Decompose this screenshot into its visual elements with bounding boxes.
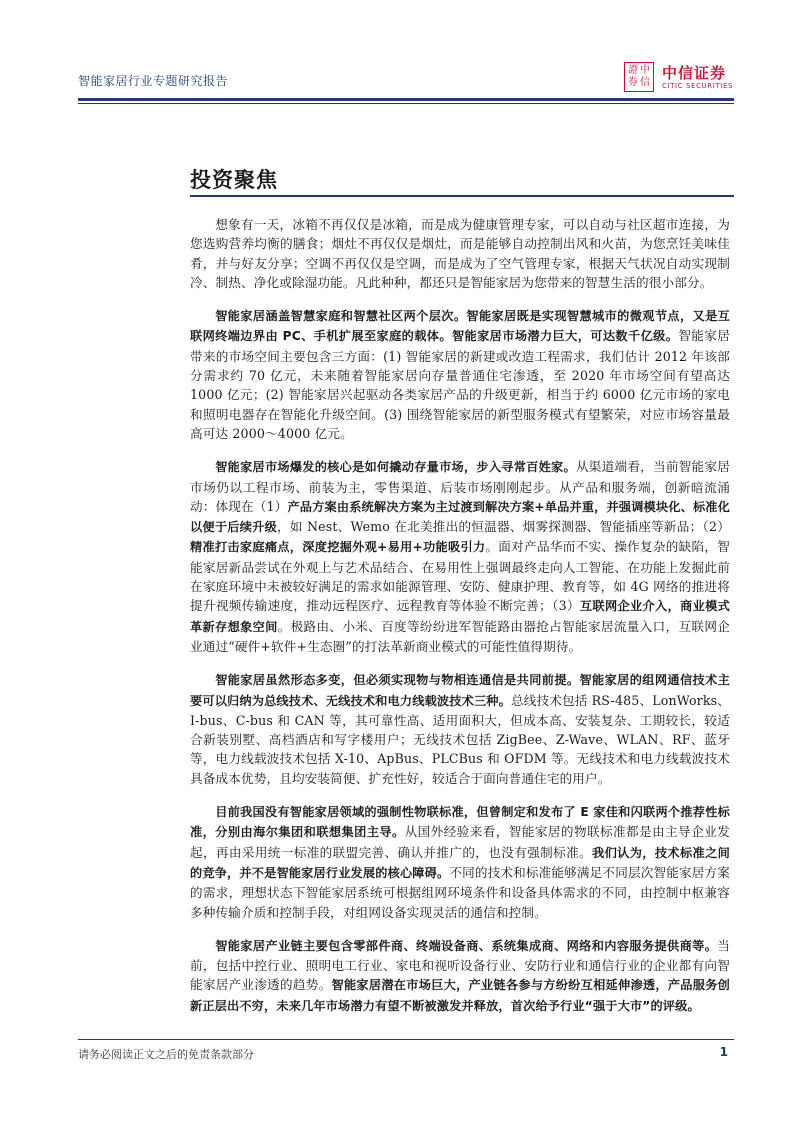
text-run: ，如 Nest、Wemo 在北美推出的恒温器、烟雾探测器、智能插座等新品；（2） — [277, 519, 730, 535]
bold-run: 智能家居产业链主要包含零部件商、终端设备商、系统集成商、网络和内容服务提供商等。 — [215, 938, 718, 953]
bold-run: 智能家居涵盖智慧家庭和智慧社区两个层次。智能家居既是实现智慧城市的微观节点，又是互联网终端边界由 PC、手机扩展至家庭的载体。智能家居市场潜力巨大，可达数千亿级。 — [190, 309, 730, 344]
paragraph-1 — [190, 215, 730, 292]
bold-run: 精准打击家庭痛点，深度挖掘外观+易用+功能吸引力 — [190, 540, 486, 555]
citic-seal-icon: 證 中 券 信 — [624, 62, 654, 92]
bold-run: 产品方案由系统解决方案为主过渡到解决方案+单品并重，并强调模块化、标准化以便于后续升级 — [190, 499, 730, 535]
section-title-divider — [190, 195, 734, 197]
bold-run: 目前我国没有智能家居领域的强制性物联标准，但曾制定和发布了 E 家佳和闪联两个推荐性标准，分别由海尔集团和联想集团主导。 — [190, 805, 730, 840]
text-run: 智能家居带来的市场空间主要包含三方面：(1) 智能家居的新建或改造工程需求，我们估计 2012 年该部分需求约 70 亿元，未来随着智能家居向存量普通住宅渗透，至 2020 年市场空间有望高达 1000 亿元；(2) 智能家居兴起驱动各类家居产品的升级更新，相当于约 6000 亿元市场的家电和照明电器存在智能化升级空间。(3) 围绕智能家居的新型服务模式有望繁荣，对应市场容量最高可达 2000～4000 亿元。 — [190, 328, 730, 441]
report-title: 智能家居行业专题研究报告 — [78, 74, 229, 88]
text-run: 从国外经验来看，智能家居的物联标准都是由主导企业发起，再由采用统一标准的联盟完善、确认并推广的，也没有强制标准。 — [190, 824, 730, 860]
header-divider-thin — [78, 103, 734, 104]
bold-run: 智能家居市场爆发的核心是如何撬动存量市场，步入寻常百姓家。 — [215, 460, 576, 475]
footer-divider — [78, 1039, 734, 1040]
section-title: 投资聚焦 — [190, 168, 278, 192]
text-run: 当前，包括中控行业、照明电工行业、家电和视听设备行业、安防行业和通信行业的企业都有向智能家居产业渗透的趋势。 — [190, 937, 730, 993]
text-run: 。极路由、小米、百度等纷纷进军智能路由器抢占智能家居流量入口，互联网企业通过“硬件+软件+生态圈”的打法革新商业模式的可能性值得期待。 — [190, 618, 731, 654]
paragraph-4 — [190, 670, 730, 788]
bold-run: 智能家居虽然形态多变，但必须实现物与物相连通信是共同前提。智能家居的组网通信技术主要可以归纳为总线技术、无线技术和电力线载波技术三种。 — [190, 673, 730, 708]
text-run: 。面对产品华而不实、操作复杂的缺陷，智能家居新品尝试在外观上与艺术品结合、在易用性上强调最终走向人工智能、在功能上发掘此前在家庭环境中未被较好满足的需求如能源管理、安防、健康护理、教育等，如 4G 网络的推进将提升视频传输速度，推动远程医疗、远程教育等体验不断完善；（3） — [190, 539, 730, 614]
bold-run: 互联网企业介入，商业模式革新存想象空间 — [190, 599, 730, 634]
text-run: 不同的技术和标准能够满足不同层次智能家居方案的需求，理想状态下智能家居系统可根据组网环境条件和设备具体需求的不同，由控制中枢兼容多种传输介质和控制手段，对组网设备实现灵活的通信和控制。 — [190, 864, 730, 920]
text-run: 想象有一天，冰箱不再仅仅是冰箱，而是成为健康管理专家，可以自动与社区超市连接，为您选购营养均衡的膳食；烟灶不再仅仅是烟灶，而是能够自动控制出风和火苗，为您烹饪美味佳肴，并与好友分享；空调不再仅仅是空调，而是成为了空气管理专家，根据天气状况自动实现制冷、制热、净化或除湿功能。凡此种种，都还只是智能家居为您带来的智慧生活的很小部分。 — [190, 217, 730, 290]
paragraph-2 — [190, 306, 730, 443]
paragraph-3 — [190, 457, 730, 656]
logo-name-en: CITIC SECURITIES — [662, 82, 734, 90]
logo-name-cn: 中信证券 — [662, 64, 727, 82]
footer-disclaimer: 请务必阅读正文之后的免责条款部分 — [78, 1048, 254, 1061]
bold-run: 智能家居潜在市场巨大，产业链各参与方纷纷互相延伸渗透，产品服务创新正层出不穷，未来几年市场潜力有望不断被激发并释放，首次给予行业“强于大市”的评级。 — [190, 978, 730, 1013]
page-number: 1 — [719, 1045, 728, 1059]
body-content — [190, 215, 730, 1030]
text-run: 总线技术包括 RS-485、LonWorks、I-bus、C-bus 和 CAN 等，其可靠性高、适用面积大，但成本高、安装复杂、工期较长，较适合新装别墅、高档酒店和写字楼用户；无线技术包括 ZigBee、Z-Wave、WLAN、RF、蓝牙等，电力线载波技术包括 X-10、ApBus、PLCBus 和 OFDM 等。无线技术和电力线载波技术具备成本优势，且均安装简便、扩充性好，较适合于面向普通住宅的用户。 — [190, 692, 730, 786]
paragraph-6 — [190, 936, 730, 1016]
bold-run: 我们认为，技术标准之间的竞争，并不是智能家居行业发展的核心障碍。 — [190, 845, 730, 880]
citic-logo — [624, 60, 744, 96]
paragraph-5 — [190, 802, 730, 922]
text-run: 从渠道端看，当前智能家居市场仍以工程市场、前装为主，零售渠道、后装市场刚刚起步。从产品和服务端，创新暗流涌动：体现在（1） — [190, 459, 730, 514]
header-divider — [78, 98, 734, 101]
